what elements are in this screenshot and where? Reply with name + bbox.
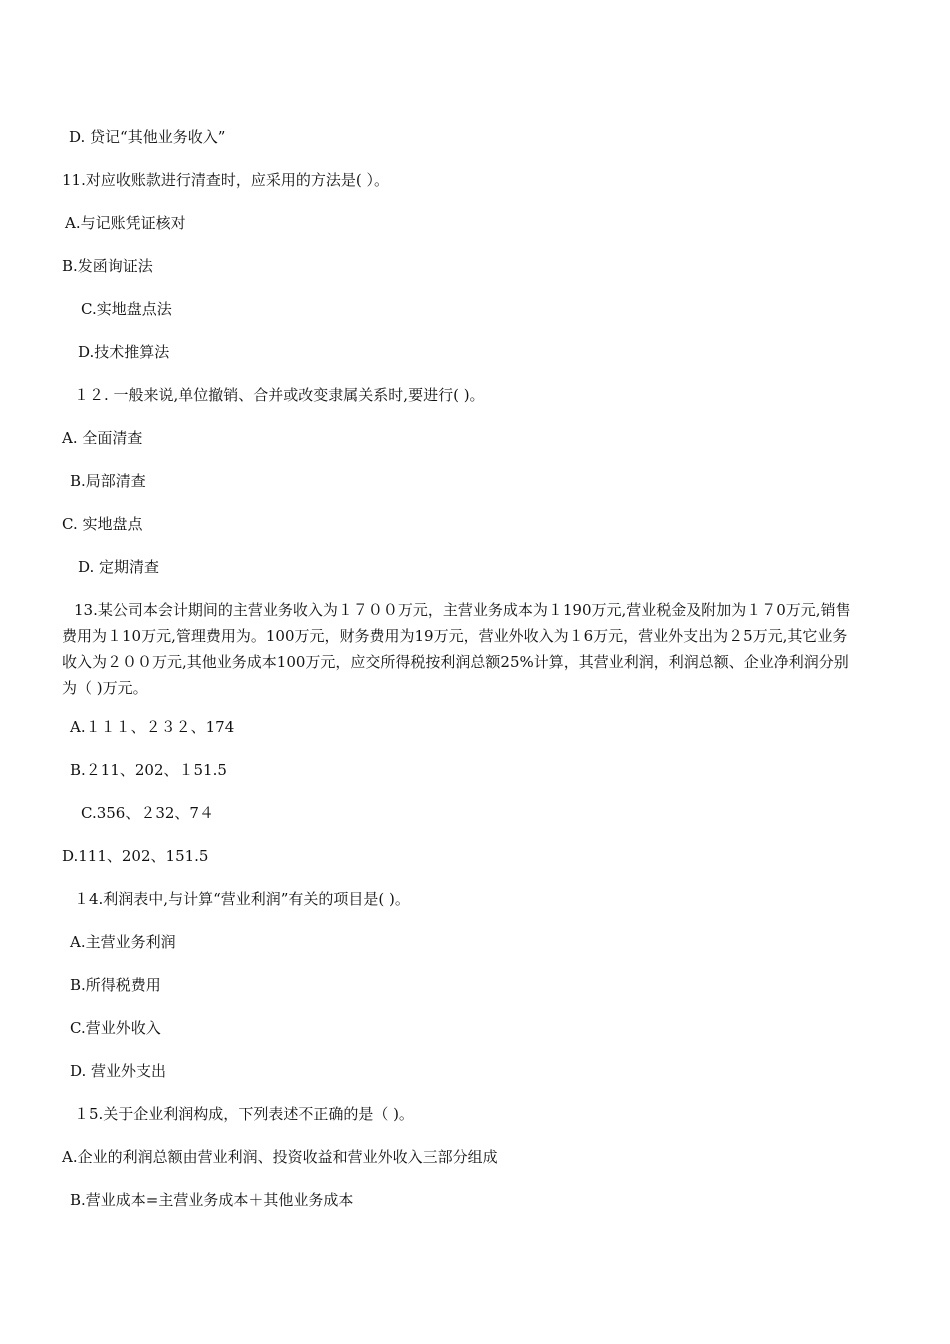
option-b-q13: B.２11、202、１51.5 (70, 761, 227, 779)
option-c-q12: C. 实地盘点 (62, 515, 143, 533)
option-b-q11: B.发函询证法 (62, 257, 153, 275)
question-15: １5.关于企业利润构成，下列表述不正确的是（ )。 (74, 1105, 414, 1123)
option-a-q15: A.企业的利润总额由营业利润、投资收益和营业外收入三部分组成 (62, 1148, 498, 1166)
option-b-q14: B.所得税费用 (70, 976, 161, 994)
question-14: １4.利润表中,与计算“营业利润”有关的项目是( )。 (74, 890, 410, 908)
option-c-q11: C.实地盘点法 (81, 300, 172, 318)
option-a-q14: A.主营业务利润 (70, 933, 176, 951)
option-b-q12: B.局部清查 (70, 472, 146, 490)
question-11: 11.对应收账款进行清查时，应采用的方法是( ）。 (62, 171, 389, 189)
option-d-q10: D. 贷记“其他业务收入” (69, 128, 226, 146)
option-a-q11: A.与记账凭证核对 (65, 214, 186, 232)
option-b-q15: B.营业成本=主营业务成本＋其他业务成本 (70, 1191, 354, 1209)
option-d-q11: D.技术推算法 (78, 343, 170, 361)
option-d-q14: D. 营业外支出 (70, 1062, 167, 1080)
option-a-q13: A.１１１、２３２、174 (70, 718, 235, 736)
option-c-q13: C.356、２32、7４ (81, 804, 214, 822)
question-12: １２. 一般来说,单位撤销、合并或改变隶属关系时,要进行( )。 (74, 386, 485, 404)
option-c-q14: C.营业外收入 (70, 1019, 161, 1037)
option-d-q13: D.111、202、151.5 (62, 847, 209, 865)
question-13: 13.某公司本会计期间的主营业务收入为１７００万元，主营业务成本为１190万元,营业税金及附加为１７0万元,销售费用为１10万元,管理费用为。100万元，财务费用为19万元，营业外收入为１6万元，营业外支出为２5万元,其它业务收入为２００万元,其他业务成本100万元，应交所得税按利润总额25%计算，其营业利润，利润总额、企业净利润分别为（ )万元。 (62, 601, 851, 697)
option-a-q12: A. 全面清查 (62, 429, 143, 447)
option-d-q12: D. 定期清查 (78, 558, 160, 576)
